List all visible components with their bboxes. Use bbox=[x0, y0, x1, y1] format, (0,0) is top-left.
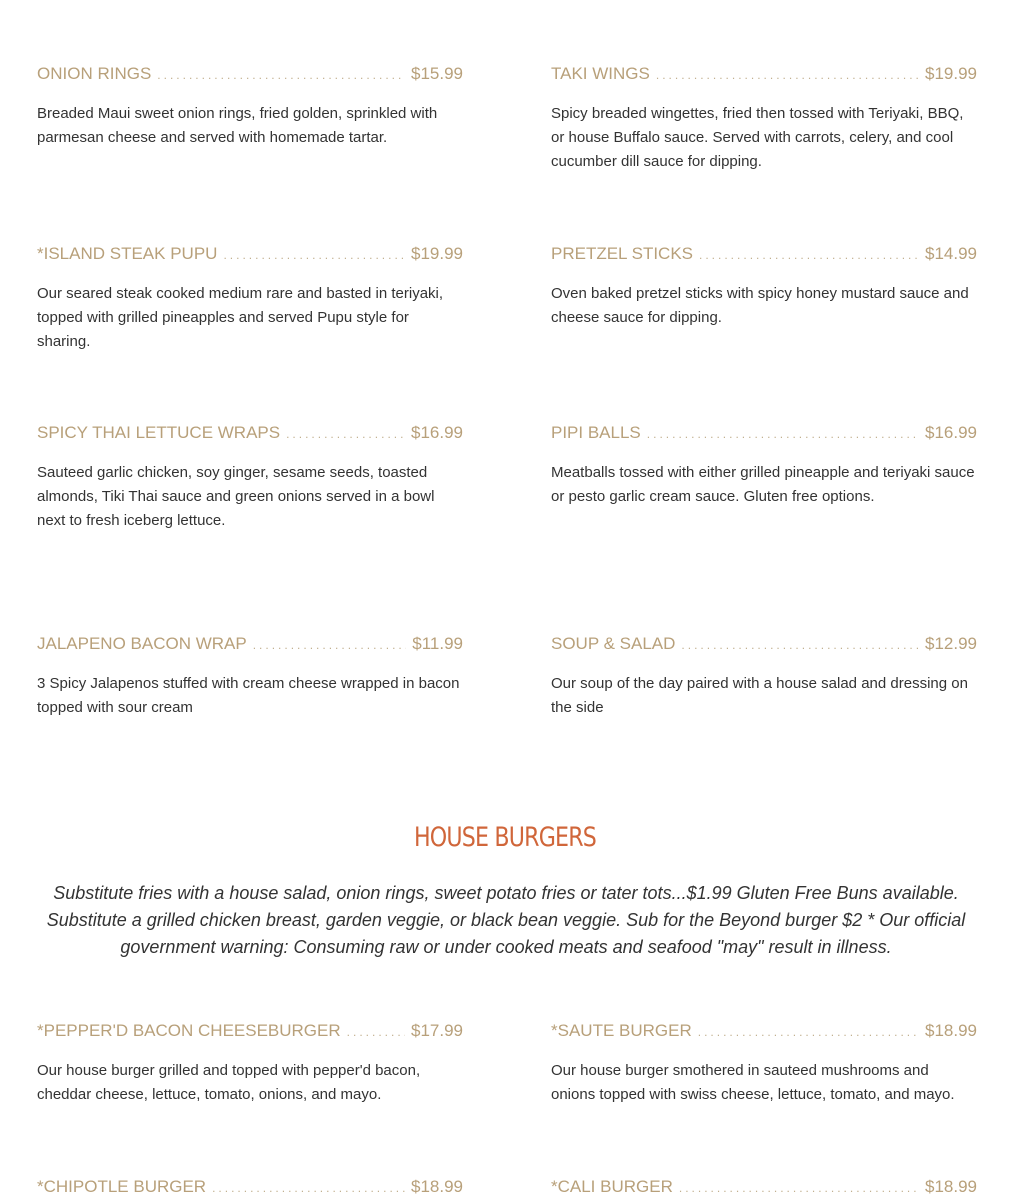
dot-leader bbox=[681, 635, 919, 655]
menu-item-description: Meatballs tossed with either grilled pineapple and teriyaki sauce or pesto garlic cream sauce. Gluten free options. bbox=[551, 464, 975, 505]
menu-item-name: SOUP & SALAD bbox=[551, 634, 676, 653]
menu-item-header bbox=[551, 423, 977, 444]
menu-item-header bbox=[551, 634, 977, 655]
menu-item-header bbox=[37, 1177, 463, 1198]
menu-item-header bbox=[551, 244, 977, 265]
menu-item-price: $18.99 bbox=[925, 1021, 977, 1040]
menu-item-chipotle-burger bbox=[37, 1177, 463, 1198]
menu-item-pepperd-bacon-cheeseburger bbox=[37, 1021, 463, 1107]
menu-item-header bbox=[37, 64, 463, 85]
menu-item-name: *PEPPER'D BACON CHEESEBURGER bbox=[37, 1021, 341, 1040]
menu-item-price: $16.99 bbox=[411, 423, 463, 442]
menu-item-description: Breaded Maui sweet onion rings, fried golden, sprinkled with parmesan cheese and served with homemade tartar. bbox=[37, 105, 438, 146]
dot-leader bbox=[679, 1178, 919, 1198]
menu-item-header bbox=[37, 1021, 463, 1042]
menu-item-name: PIPI BALLS bbox=[551, 423, 641, 442]
section-note: Substitute fries with a house salad, onion rings, sweet potato fries or tater tots...$1.99 Gluten Free Buns available. Substitute a grilled chicken breast, garden veggie, or black bean veggie. Sub for the Beyond burger $2 * Our official government warning: Consuming raw or under cooked meats and seafood "may" result in illness. bbox=[46, 883, 966, 957]
menu-item-taki-wings bbox=[551, 64, 977, 174]
menu-item-price: $18.99 bbox=[925, 1177, 977, 1196]
menu-item-jalapeno-bacon-wrap bbox=[37, 634, 463, 720]
menu-item-header bbox=[551, 1177, 977, 1198]
menu-item-spicy-thai-lettuce-wraps bbox=[37, 423, 463, 533]
menu-item-price: $11.99 bbox=[412, 634, 463, 653]
dot-leader bbox=[647, 424, 919, 444]
menu-item-description: Oven baked pretzel sticks with spicy honey mustard sauce and cheese sauce for dipping. bbox=[551, 285, 969, 326]
menu-item-island-steak-pupu bbox=[37, 244, 463, 354]
menu-item-price: $19.99 bbox=[411, 244, 463, 263]
menu-item-price: $16.99 bbox=[925, 423, 977, 442]
dot-leader bbox=[157, 65, 405, 85]
menu-item-name: *CALI BURGER bbox=[551, 1177, 673, 1196]
menu-item-price: $12.99 bbox=[925, 634, 977, 653]
menu-item-name: *CHIPOTLE BURGER bbox=[37, 1177, 207, 1196]
menu-item-name: ONION RINGS bbox=[37, 64, 152, 83]
menu-item-price: $19.99 bbox=[925, 64, 977, 83]
menu-item-description: Our soup of the day paired with a house salad and dressing on the side bbox=[551, 675, 968, 716]
dot-leader bbox=[212, 1178, 405, 1198]
menu-item-price: $17.99 bbox=[411, 1021, 463, 1040]
dot-leader bbox=[698, 1022, 919, 1042]
menu-item-header bbox=[551, 1021, 977, 1042]
menu-item-pipi-balls bbox=[551, 423, 977, 509]
menu-item-name: JALAPENO BACON WRAP bbox=[37, 634, 247, 653]
menu-item-header bbox=[37, 634, 463, 655]
menu-item-description: 3 Spicy Jalapenos stuffed with cream cheese wrapped in bacon topped with sour cream bbox=[37, 675, 460, 716]
section-title-house-burgers: HOUSE BURGERS bbox=[413, 822, 597, 853]
dot-leader bbox=[286, 424, 405, 444]
menu-item-header bbox=[37, 423, 463, 444]
menu-item-description: Our house burger smothered in sauteed mushrooms and onions topped with swiss cheese, lettuce, tomato, and mayo. bbox=[551, 1062, 955, 1103]
menu-item-header bbox=[37, 244, 463, 265]
dot-leader bbox=[253, 635, 407, 655]
dot-leader bbox=[699, 245, 919, 265]
menu-item-name: SPICY THAI LETTUCE WRAPS bbox=[37, 423, 281, 442]
menu-item-description: Spicy breaded wingettes, fried then tossed with Teriyaki, BBQ, or house Buffalo sauce. Served with carrots, celery, and cool cucumber dill sauce for dipping. bbox=[551, 105, 964, 170]
menu-item-name: PRETZEL STICKS bbox=[551, 244, 694, 263]
menu-item-saute-burger bbox=[551, 1021, 977, 1107]
menu-item-name: *ISLAND STEAK PUPU bbox=[37, 244, 218, 263]
dot-leader bbox=[656, 65, 919, 85]
menu-item-soup-and-salad bbox=[551, 634, 977, 720]
menu-item-name: TAKI WINGS bbox=[551, 64, 650, 83]
menu-item-price: $14.99 bbox=[925, 244, 977, 263]
menu-item-price: $18.99 bbox=[411, 1177, 463, 1196]
menu-item-price: $15.99 bbox=[411, 64, 463, 83]
menu-item-pretzel-sticks bbox=[551, 244, 977, 330]
menu-item-name: *SAUTE BURGER bbox=[551, 1021, 692, 1040]
menu-item-description: Our seared steak cooked medium rare and basted in teriyaki, topped with grilled pineapples and served Pupu style for sharing. bbox=[37, 285, 444, 350]
menu-item-description: Our house burger grilled and topped with pepper'd bacon, cheddar cheese, lettuce, tomato, onions, and mayo. bbox=[37, 1062, 421, 1103]
dot-leader bbox=[347, 1022, 405, 1042]
menu-item-description: Sauteed garlic chicken, soy ginger, sesame seeds, toasted almonds, Tiki Thai sauce and green onions served in a bowl next to fresh iceberg lettuce. bbox=[37, 464, 435, 529]
dot-leader bbox=[223, 245, 405, 265]
menu-item-header bbox=[551, 64, 977, 85]
menu-item-cali-burger bbox=[551, 1177, 977, 1198]
menu-item-onion-rings bbox=[37, 64, 463, 150]
